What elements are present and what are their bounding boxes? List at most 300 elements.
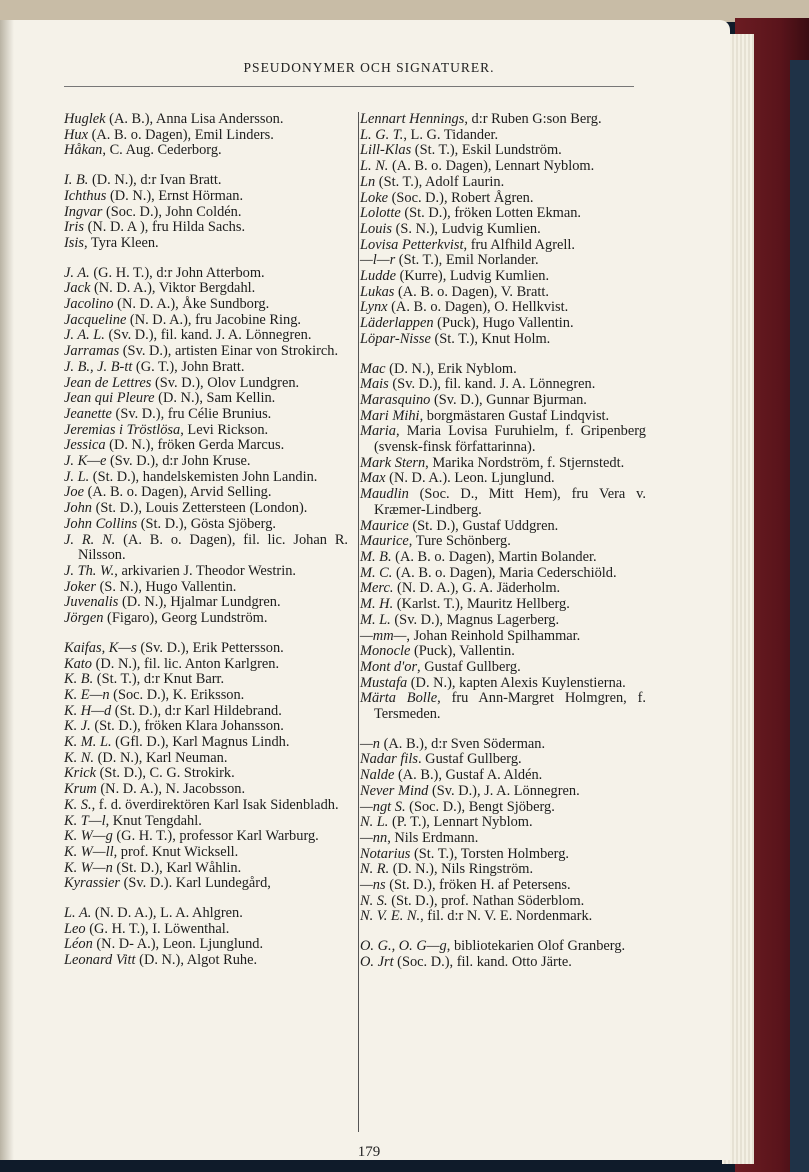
entry-details: , Nils Erdmann. — [387, 829, 479, 846]
index-entry — [64, 922, 348, 938]
index-entry — [360, 613, 646, 629]
pseudonym: Håkan — [64, 142, 103, 159]
group-gap — [64, 627, 348, 641]
pseudonym: Jarramas — [64, 343, 120, 360]
entry-details: , Johan Reinhold Spilhammar. — [406, 627, 581, 644]
pseudonym: Huglek — [64, 111, 106, 127]
entry-details: (A. B. o. Dagen), Maria Cederschiöld. — [392, 564, 617, 581]
entry-details: , Ture Schönberg. — [408, 533, 511, 550]
entry-details: (St. D.), C. G. Strokirk. — [95, 765, 235, 782]
pseudonym: J. R. N. — [64, 531, 116, 548]
pseudonym: K. H—d — [64, 702, 112, 719]
entry-details: (A. B. o. Dagen), V. Bratt. — [394, 283, 549, 300]
pseudonym: Jörgen — [64, 610, 104, 627]
pseudonym: Loke — [360, 189, 388, 206]
group-gap — [360, 348, 646, 362]
pseudonym: M. B. — [360, 548, 392, 565]
index-entry — [360, 768, 646, 784]
pseudonym: Kyrassier — [64, 875, 120, 892]
entry-details: (D. N.), Erik Nyblom. — [385, 360, 517, 377]
pseudonym: Mustafa — [360, 674, 408, 691]
pseudonym: Notarius — [360, 845, 411, 862]
index-entry — [64, 937, 348, 953]
pseudonym: Ichthus — [64, 187, 107, 204]
index-entry — [360, 691, 646, 722]
pseudonym: K. J. — [64, 718, 91, 735]
index-entry — [360, 784, 646, 800]
pseudonym: Lukas — [360, 283, 395, 300]
index-entry — [64, 611, 348, 627]
entry-details: , Levi Rickson. — [180, 421, 269, 438]
index-entry — [64, 112, 348, 128]
entry-details: , bibliotekarien Olof Granberg. — [446, 938, 626, 955]
pseudonym: —nn — [360, 829, 388, 846]
pseudonym: Kaifas, K—s — [64, 639, 137, 656]
entry-details: (D. N.), Sam Kellin. — [154, 390, 276, 407]
index-entry — [64, 281, 348, 297]
entry-details: (St. D.), Louis Zettersteen (London). — [91, 500, 308, 517]
entry-details: (N. D. A.), N. Jacobsson. — [96, 781, 246, 798]
group-gap — [64, 159, 348, 173]
pseudonym: K. W—ll — [64, 843, 114, 860]
index-entry — [360, 487, 646, 518]
entry-details: (D. N.), Nils Ringström. — [389, 861, 534, 878]
index-entry — [360, 238, 646, 254]
index-entry — [64, 297, 348, 313]
index-entry — [64, 173, 348, 189]
index-entry — [360, 316, 646, 332]
entry-details: (Sv. D.), fru Célie Brunius. — [111, 405, 272, 422]
table-surface — [0, 0, 809, 22]
pseudonym: L. N. — [360, 158, 389, 175]
entry-details: . Gustaf Gullberg. — [417, 751, 522, 768]
index-entry — [64, 751, 348, 767]
index-entry — [360, 300, 646, 316]
entry-details: (G. H. T.), professor Karl Warburg. — [112, 828, 319, 845]
index-entry — [64, 533, 348, 564]
pseudonym: M. L. — [360, 611, 391, 628]
index-entry — [360, 128, 646, 144]
entry-details: (Puck), Vallentin. — [410, 643, 515, 660]
pseudonym: J. Th. W. — [64, 562, 115, 579]
index-entry — [64, 236, 348, 252]
entry-details: (Figaro), Georg Lundström. — [103, 610, 268, 627]
pseudonym: Iris — [64, 219, 84, 236]
index-entry — [360, 676, 646, 692]
index-entry — [360, 409, 646, 425]
index-entry — [360, 597, 646, 613]
left-column — [64, 112, 348, 969]
entry-details: , Maria Lovisa Furuhielm, f. Gripenberg (svensk-finsk författarinna). — [374, 423, 646, 456]
index-entry — [360, 175, 646, 191]
entry-details: (St. T.), Eskil Lundström. — [411, 142, 562, 159]
entry-details: (St. D.), d:r Karl Hildebrand. — [111, 702, 282, 719]
entry-details: (D. N.), fil. lic. Anton Karlgren. — [92, 655, 280, 672]
entry-details: (Gfl. D.), Karl Magnus Lindh. — [111, 734, 290, 751]
entry-details: (N. D. A.), Åke Sundborg. — [113, 296, 270, 313]
index-entry — [360, 815, 646, 831]
index-entry — [64, 205, 348, 221]
pseudonym: Jack — [64, 280, 91, 297]
index-entry — [64, 672, 348, 688]
running-header: PSEUDONYMER OCH SIGNATURER. — [243, 60, 495, 75]
index-entry — [64, 517, 348, 533]
index-entry — [360, 847, 646, 863]
entry-details: (Sv. D.), Gunnar Bjurman. — [430, 391, 587, 408]
entry-details: , arkivarien J. Theodor Westrin. — [114, 562, 296, 579]
entry-details: (Soc. D.), Bengt Sjöberg. — [405, 798, 555, 815]
pseudonym: M. C. — [360, 564, 393, 581]
index-entry — [64, 454, 348, 470]
entry-details: (P. T.), Lennart Nyblom. — [388, 814, 533, 831]
pseudonym: Maurice — [360, 517, 409, 534]
index-entry — [360, 191, 646, 207]
pseudonym: Louis — [360, 220, 392, 237]
index-entry — [64, 641, 348, 657]
pseudonym: —ngt S. — [360, 798, 406, 815]
pseudonym: N. L. — [360, 814, 389, 831]
index-entry — [360, 332, 646, 348]
index-entry — [360, 955, 646, 971]
index-entry — [360, 660, 646, 676]
entry-details: (G. H. T.), I. Löwenthal. — [85, 920, 230, 937]
entry-details: (St. D.), Gustaf Uddgren. — [408, 517, 559, 534]
pseudonym: I. B. — [64, 172, 89, 189]
pseudonym: Never Mind — [360, 782, 429, 799]
index-entry — [64, 861, 348, 877]
index-entry — [64, 143, 348, 159]
index-entry — [64, 580, 348, 596]
index-entry — [360, 112, 646, 128]
index-entry — [360, 800, 646, 816]
index-entry — [64, 391, 348, 407]
index-entry — [360, 862, 646, 878]
entry-details: , Knut Tengdahl. — [105, 812, 202, 829]
index-entry — [64, 564, 348, 580]
index-entry — [64, 360, 348, 376]
index-entry — [360, 737, 646, 753]
index-entry — [360, 285, 646, 301]
entry-details: (A. B.), d:r Sven Söderman. — [380, 735, 546, 752]
entry-details: (G. H. T.), d:r John Atterbom. — [89, 264, 265, 281]
index-entry — [64, 423, 348, 439]
pseudonym: Nadar fils — [360, 751, 418, 768]
entry-details: (St. D.), fröken Klara Johansson. — [90, 718, 284, 735]
entry-details: , Tyra Kleen. — [84, 234, 159, 251]
index-entry — [64, 470, 348, 486]
entry-details: (Puck), Hugo Vallentin. — [433, 315, 574, 332]
index-entry — [360, 534, 646, 550]
index-entry — [64, 189, 348, 205]
entry-details: (Sv. D.), d:r John Kruse. — [106, 453, 251, 470]
entry-details: (St. D.), Karl Wåhlin. — [112, 859, 242, 876]
pseudonym: Jacolino — [64, 296, 114, 313]
entry-details: (N. D. A.), G. A. Jäderholm. — [393, 580, 561, 597]
pseudonym: N. R. — [360, 861, 390, 878]
group-gap — [64, 252, 348, 266]
index-entry — [64, 376, 348, 392]
group-gap — [64, 892, 348, 906]
pseudonym: K. E—n — [64, 686, 110, 703]
index-entry — [360, 831, 646, 847]
pseudonym: J. L. — [64, 468, 90, 485]
index-entry — [360, 253, 646, 269]
pseudonym: J. A. L. — [64, 327, 105, 344]
pseudonym: Juvenalis — [64, 594, 119, 611]
index-entry — [64, 953, 348, 969]
pseudonym: Ln — [360, 173, 376, 190]
entry-details: (St. D.), fröken H. af Petersens. — [385, 877, 571, 894]
index-entry — [360, 629, 646, 645]
page-number: 179 — [357, 1144, 381, 1160]
entry-details: (N. D. A.), L. A. Ahlgren. — [91, 905, 243, 922]
index-entry — [360, 939, 646, 955]
pseudonym: Hux — [64, 126, 88, 143]
pseudonym: N. S. — [360, 892, 388, 909]
pseudonym: Jessica — [64, 437, 106, 454]
entry-details: (St. D.), fröken Lotten Ekman. — [400, 205, 582, 222]
pseudonym: —mm— — [360, 627, 407, 644]
entry-details: (St. D.), prof. Nathan Söderblom. — [387, 892, 585, 909]
entry-details: , prof. Knut Wicksell. — [113, 843, 239, 860]
pseudonym: Maurice — [360, 533, 409, 550]
pseudonym: J. A. — [64, 264, 90, 281]
pseudonym: Lolotte — [360, 205, 401, 222]
entry-details: (N. D- A.), Leon. Ljunglund. — [92, 936, 264, 953]
pseudonym: Mark Stern — [360, 454, 426, 471]
entry-details: , Gustaf Gullberg. — [417, 658, 521, 675]
right-column — [360, 112, 646, 971]
pseudonym: K. W—g — [64, 828, 113, 845]
pseudonym: Max — [360, 470, 386, 487]
pseudonym: Joe — [64, 484, 84, 501]
entry-details: (D. N.), Hjalmar Lundgren. — [118, 594, 281, 611]
pseudonym: K. M. L. — [64, 734, 112, 751]
entry-details: (St. D.), Gösta Sjöberg. — [137, 515, 276, 532]
pseudonym: K. S. — [64, 796, 92, 813]
pseudonym: Löpar-Nisse — [360, 330, 431, 347]
entry-details: (S. N.), Ludvig Kumlien. — [392, 220, 541, 237]
index-entry — [64, 220, 348, 236]
entry-details: (St. T.), Knut Holm. — [430, 330, 551, 347]
pseudonym: L. A. — [64, 905, 92, 922]
entry-details: , fru Ann-Margret Holmgren, f. Tersmeden. — [374, 690, 646, 723]
pseudonym: Marasquino — [360, 391, 431, 408]
pseudonym: Ludde — [360, 268, 396, 285]
pseudonym: Jean qui Pleure — [64, 390, 155, 407]
column-divider — [358, 112, 359, 1132]
entry-details: (Soc. D.), John Coldén. — [102, 203, 242, 220]
index-entry — [360, 471, 646, 487]
index-entry — [64, 128, 348, 144]
group-gap — [360, 925, 646, 939]
pseudonym: Jeanette — [64, 405, 112, 422]
index-entry — [360, 362, 646, 378]
entry-details: (A. B.), Anna Lisa Andersson. — [105, 111, 284, 127]
pseudonym: Nalde — [360, 767, 395, 784]
entry-details: (St. D.), handelskemisten John Landin. — [89, 468, 318, 485]
entry-details: (Sv. D.), Erik Pettersson. — [136, 639, 284, 656]
entry-details: (N. D. A.), Viktor Bergdahl. — [90, 280, 256, 297]
index-entry — [64, 657, 348, 673]
index-entry — [64, 798, 348, 814]
pseudonym: L. G. T. — [360, 126, 404, 143]
entry-details: (Sv. D.), fil. kand. J. A. Lönnegren. — [388, 376, 596, 393]
index-entry — [360, 377, 646, 393]
gutter-shadow — [0, 20, 14, 1160]
index-entry — [64, 876, 348, 892]
pseudonym: Läderlappen — [360, 315, 434, 332]
index-entry — [64, 407, 348, 423]
index-entry — [64, 829, 348, 845]
index-entry — [360, 909, 646, 925]
pseudonym: Léon — [64, 936, 93, 953]
pseudonym: J. K—e — [64, 453, 107, 470]
index-entry — [360, 424, 646, 455]
index-entry — [360, 269, 646, 285]
pseudonym: K. B. — [64, 671, 94, 688]
index-entry — [64, 906, 348, 922]
entry-details: (St. T.), d:r Knut Barr. — [93, 671, 225, 688]
entry-details: (Karlst. T.), Mauritz Hellberg. — [393, 596, 570, 613]
index-entry — [360, 393, 646, 409]
group-gap — [360, 723, 646, 737]
pseudonym: Leo — [64, 920, 86, 937]
index-entry — [360, 894, 646, 910]
index-entry — [64, 485, 348, 501]
index-entry — [360, 566, 646, 582]
pseudonym: Mont d'or — [360, 658, 418, 675]
entry-details: (D. N.), fröken Gerda Marcus. — [105, 437, 285, 454]
pseudonym: —l—r — [360, 252, 396, 269]
entry-details: (D. N.), kapten Alexis Kuylenstierna. — [407, 674, 626, 691]
index-entry — [360, 222, 646, 238]
index-entry — [64, 719, 348, 735]
index-entry — [360, 159, 646, 175]
entry-details: (D. N.), d:r Ivan Bratt. — [88, 172, 222, 189]
entry-details: (A. B. o. Dagen), O. Hellkvist. — [387, 299, 569, 316]
pseudonym: M. H. — [360, 596, 394, 613]
entry-details: , borgmästaren Gustaf Lindqvist. — [419, 407, 610, 424]
entry-details: (A. B. o. Dagen), fil. lic. Johan R. Nilsson. — [78, 531, 349, 564]
pseudonym: Jacqueline — [64, 311, 127, 328]
entry-details: (Soc. D.), fil. kand. Otto Järte. — [393, 953, 572, 970]
index-entry — [64, 595, 348, 611]
index-entry — [360, 878, 646, 894]
entry-details: (D. N.), Ernst Hörman. — [106, 187, 244, 204]
index-entry — [64, 782, 348, 798]
entry-details: (Sv. D.), artisten Einar von Strokirch. — [119, 343, 339, 360]
pseudonym: K. T—l — [64, 812, 106, 829]
entry-details: (Sv. D.), fil. kand. J. A. Lönnegren. — [104, 327, 312, 344]
index-entry — [64, 328, 348, 344]
pseudonym: Lynx — [360, 299, 388, 316]
entry-details: (S. N.), Hugo Vallentin. — [95, 578, 237, 595]
pseudonym: Maudlin — [360, 486, 409, 503]
entry-details: (St. T.), Torsten Holmberg. — [410, 845, 570, 862]
pseudonym: —n — [360, 735, 380, 752]
pseudonym: J. B., J. B-tt — [64, 358, 133, 375]
pseudonym: Merc. — [360, 580, 394, 597]
entry-details: (Sv. D.), Magnus Lagerberg. — [390, 611, 560, 628]
pseudonym: —ns — [360, 877, 386, 894]
header-rule — [64, 86, 634, 87]
pseudonym: Mac — [360, 360, 386, 377]
entry-details: (A. B. o. Dagen), Arvid Selling. — [83, 484, 272, 501]
pseudonym: Ingvar — [64, 203, 103, 220]
entry-details: (N. D. A.). Leon. Ljunglund. — [385, 470, 555, 487]
pseudonym: Joker — [64, 578, 96, 595]
cover-edge — [790, 60, 809, 1172]
entry-details: (A. B. o. Dagen), Emil Linders. — [87, 126, 274, 143]
entry-details: (A. B. o. Dagen), Lennart Nyblom. — [388, 158, 595, 175]
entry-details: (D. N.), Karl Neuman. — [94, 749, 228, 766]
entry-details: (N. D. A.), fru Jacobine Ring. — [126, 311, 301, 328]
entry-details: , fru Alfhild Agrell. — [463, 236, 576, 253]
entry-details: , d:r Ruben G:son Berg. — [464, 111, 602, 127]
entry-details: (A. B.), Gustaf A. Aldén. — [394, 767, 543, 784]
index-entry — [64, 814, 348, 830]
pseudonym: Krick — [64, 765, 96, 782]
pseudonym: John Collins — [64, 515, 138, 532]
entry-details: (Soc. D.), K. Eriksson. — [109, 686, 245, 703]
entry-details: , fil. d:r N. V. E. Nordenmark. — [420, 908, 593, 925]
entry-details: , f. d. överdirektören Karl Isak Sidenbladh. — [91, 796, 339, 813]
pseudonym: O. Jrt — [360, 953, 394, 970]
entry-details: (N. D. A ), fru Hilda Sachs. — [84, 219, 246, 236]
index-entry — [360, 519, 646, 535]
pseudonym: Maria — [360, 423, 396, 440]
index-entry — [64, 688, 348, 704]
pseudonym: Kato — [64, 655, 92, 672]
pseudonym: Jean de Lettres — [64, 374, 152, 391]
pseudonym: K. N. — [64, 749, 94, 766]
entry-details: , C. Aug. Cederborg. — [102, 142, 222, 159]
entry-details: (G. T.), John Bratt. — [132, 358, 245, 375]
index-entry — [360, 456, 646, 472]
entry-details: , L. G. Tidander. — [403, 126, 499, 143]
index-entry — [64, 501, 348, 517]
entry-details: (D. N.), Algot Ruhe. — [135, 952, 258, 969]
index-entry — [64, 313, 348, 329]
entry-details: (St. T.), Emil Norlander. — [395, 252, 539, 269]
index-entry — [64, 344, 348, 360]
book-page — [8, 20, 730, 1160]
entry-details: (St. T.), Adolf Laurin. — [375, 173, 505, 190]
pseudonym: Lovisa Petterkvist — [360, 236, 464, 253]
index-entry — [360, 752, 646, 768]
index-entry — [64, 704, 348, 720]
entry-details: (A. B. o. Dagen), Martin Bolander. — [391, 548, 597, 565]
pseudonym: O. G., O. G—g — [360, 938, 447, 955]
entry-details: , Marika Nordström, f. Stjernstedt. — [425, 454, 625, 471]
index-entry — [360, 644, 646, 660]
pseudonym: Märta Bolle — [360, 690, 438, 707]
index-entry — [360, 206, 646, 222]
pseudonym: Mais — [360, 376, 389, 393]
pseudonym: Lill-Klas — [360, 142, 412, 159]
pseudonym: Krum — [64, 781, 97, 798]
pseudonym: John — [64, 500, 92, 517]
entry-details: (Soc. D.), Robert Ågren. — [387, 189, 534, 206]
pseudonym: Lennart Hennings — [360, 111, 465, 127]
index-entry — [360, 581, 646, 597]
entry-details: (Kurre), Ludvig Kumlien. — [395, 268, 550, 285]
index-entry — [64, 845, 348, 861]
entry-details: (Sv. D.), J. A. Lönnegren. — [428, 782, 580, 799]
pseudonym: Mari Mihi — [360, 407, 420, 424]
pseudonym: N. V. E. N. — [360, 908, 421, 925]
